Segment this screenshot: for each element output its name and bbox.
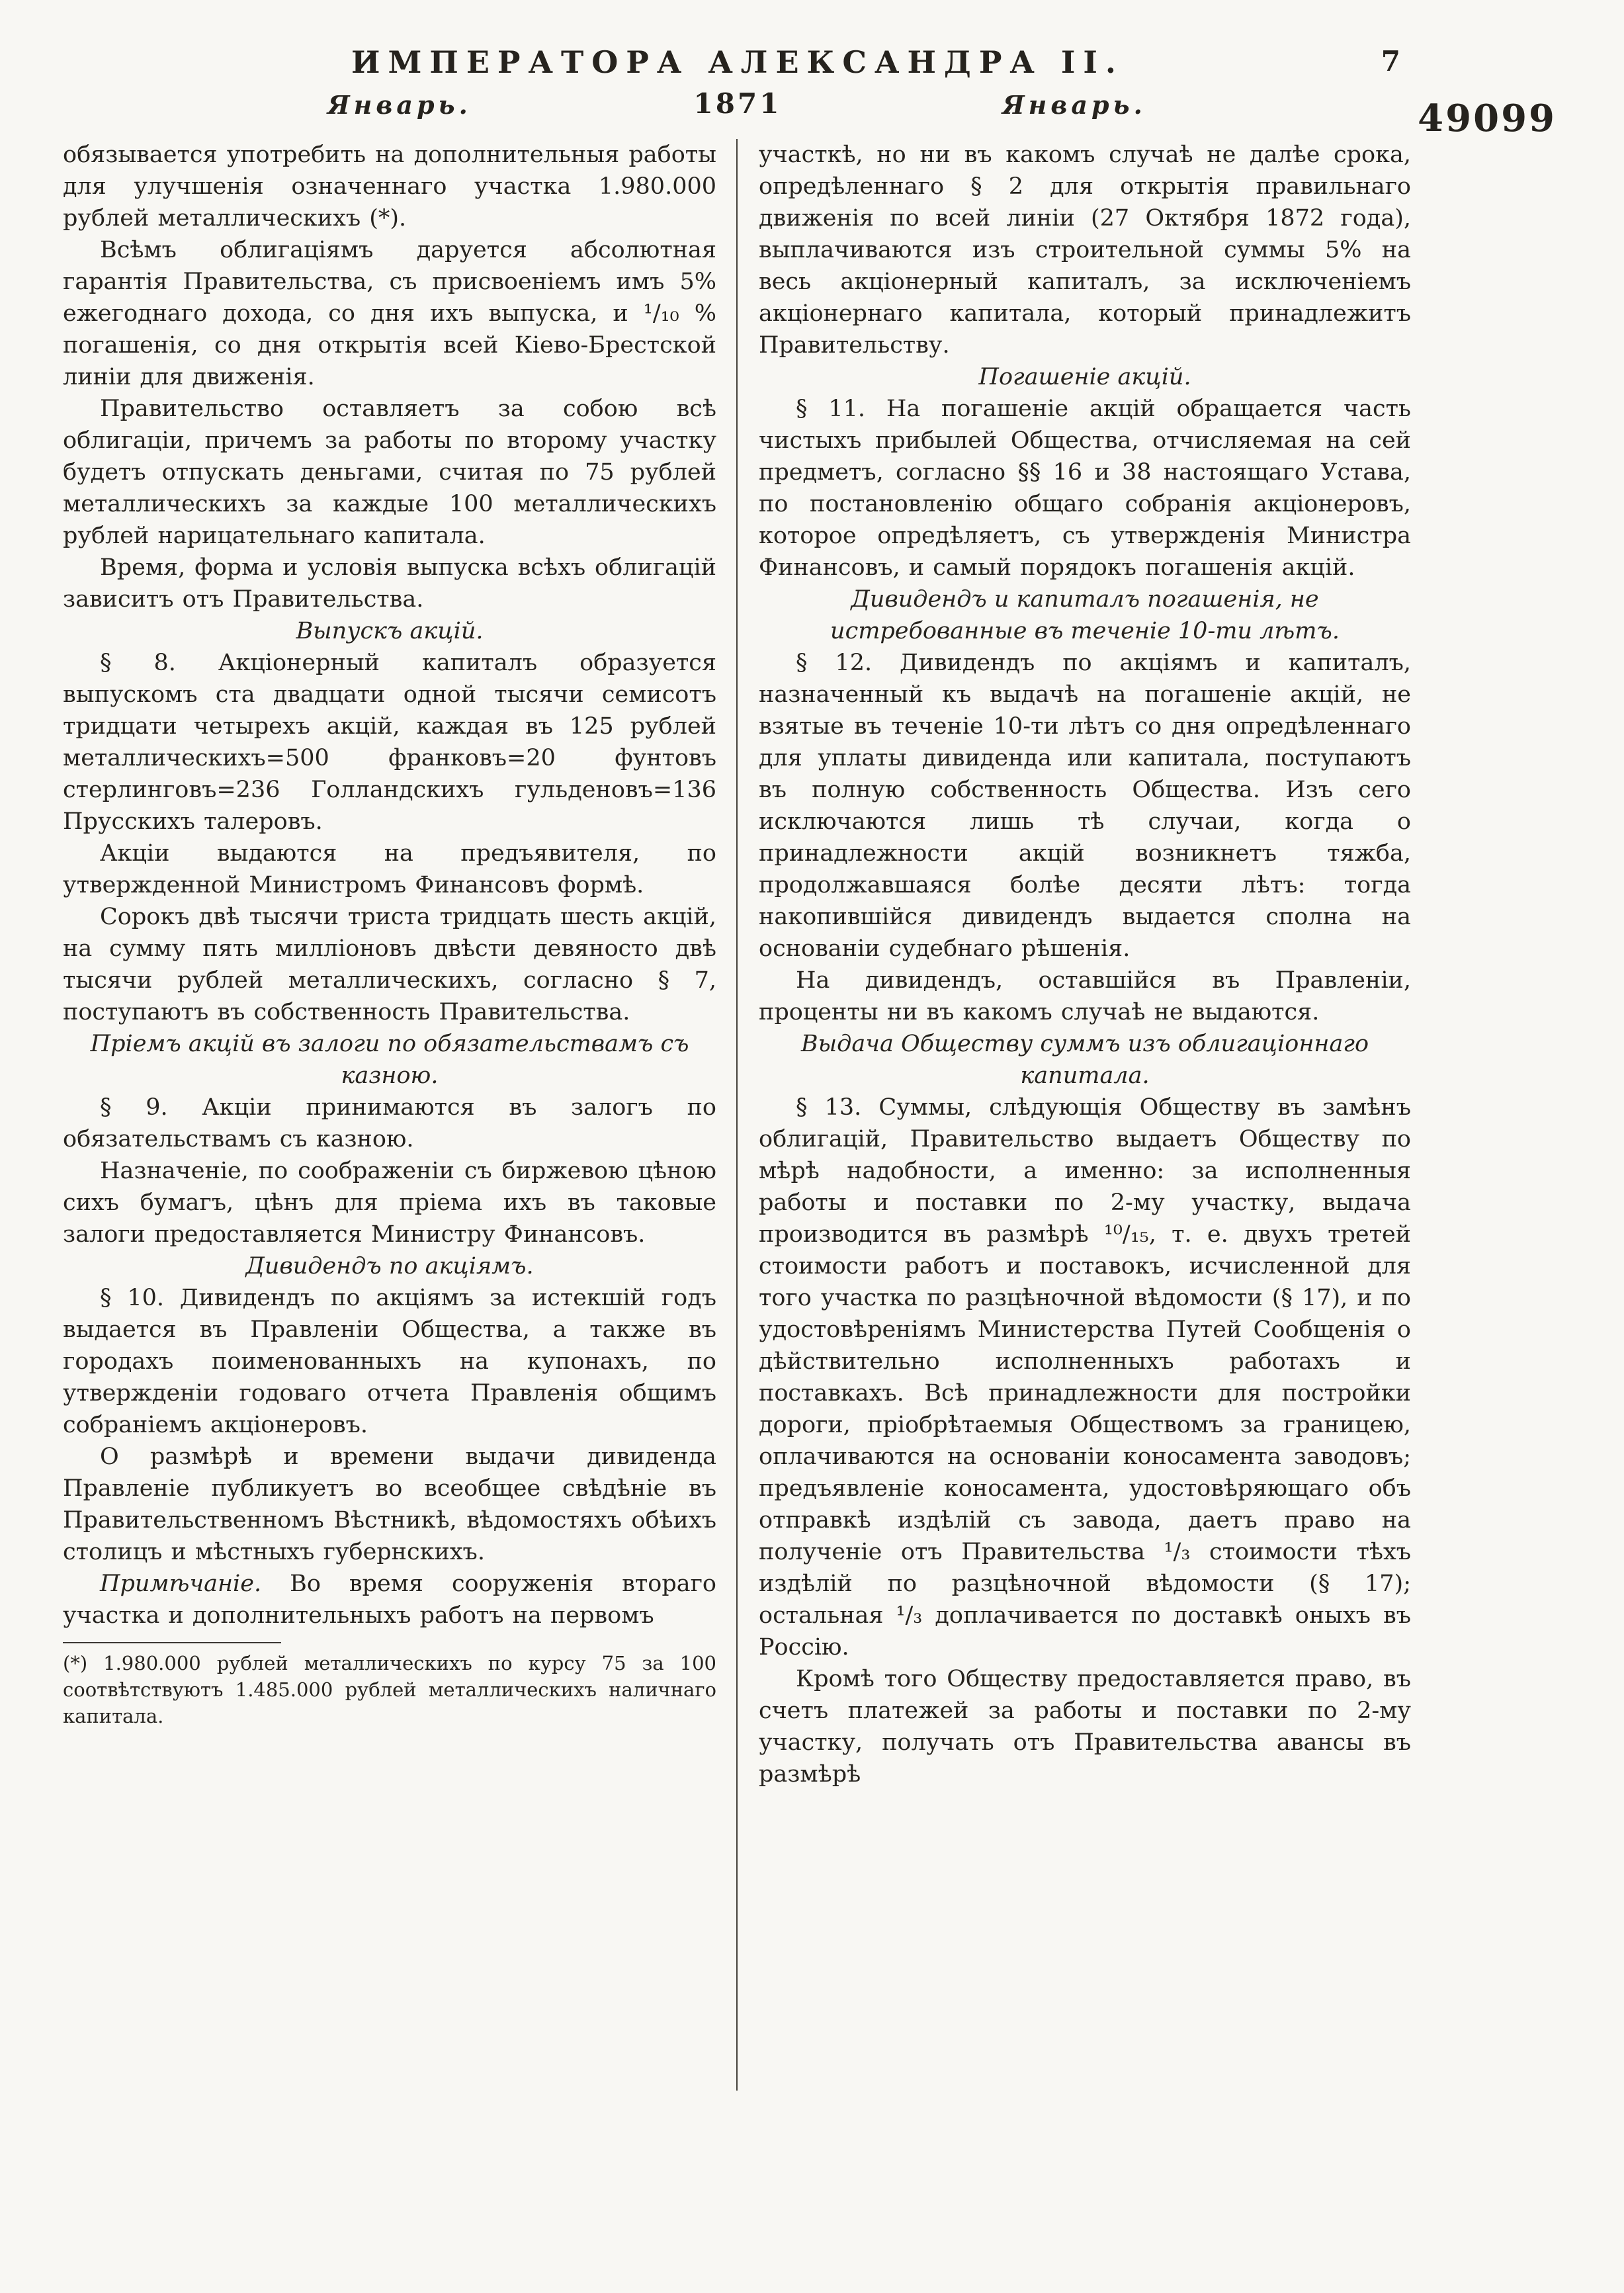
note-text: Во время сооруженія втораго участка и дополнительныхъ работъ на первомъ: [63, 1571, 716, 1629]
page-title: ИМПЕРАТОРА АЛЕКСАНДРА II.: [351, 44, 1124, 80]
paragraph: О размѣрѣ и времени выдачи дивиденда Правленіе публикуетъ во всеобщее свѣдѣніе въ Правительственномъ Вѣстникѣ, вѣдомостяхъ обѣихъ столицъ и мѣстныхъ губернскихъ.: [63, 1444, 716, 1565]
footnote-text: (*) 1.980.000 рублей металлическихъ по курсу 75 за 100 соотвѣтствуютъ 1.485.000 рублей металлическихъ наличнаго капитала.: [63, 1652, 716, 1727]
paragraph: § 12. Дивидендъ по акціямъ и капиталъ, назначенный къ выдачѣ на погашеніе акцій, не взятые въ теченіе 10-ти лѣтъ со дня опредѣленнаго для уплаты дивиденда или капитала, поступаютъ въ полную собственность Общества. Изъ сего исключаются лишь тѣ случаи, когда о принадлежности акцій возникнетъ тяжба, продолжавшаяся болѣе десяти лѣтъ: тогда накопившійся дивидендъ выдается сполна на основаніи судебнаго рѣшенія.: [759, 650, 1411, 962]
paragraph: На дивидендъ, оставшійся въ Правленіи, проценты ни въ какомъ случаѣ не выдаются.: [759, 967, 1411, 1025]
section-heading: Погашеніе акцій.: [978, 364, 1191, 390]
section-heading: Пріемъ акцій въ залоги по обязательствамъ съ казною.: [90, 1031, 689, 1089]
text-columns: [63, 139, 1412, 2091]
date-row: [63, 86, 1412, 130]
paragraph: Назначеніе, по соображеніи съ биржевою цѣною сихъ бумагъ, цѣнъ для пріема ихъ въ таковые залоги предоставляется Министру Финансовъ.: [63, 1158, 716, 1248]
footnote-rule: [63, 1642, 281, 1643]
section-heading: Выпускъ акцій.: [296, 618, 484, 644]
paragraph-note: [63, 1568, 716, 1631]
paragraph: § 8. Акціонерный капиталъ образуется выпускомъ ста двадцати одной тысячи семисотъ тридцати четырехъ акцій, каждая въ 125 рублей металлическихъ=500 франковъ=20 фунтовъ стерлинговъ=236 Голландскихъ гульденовъ=136 Прусскихъ талеровъ.: [63, 650, 716, 835]
paragraph: участкѣ, но ни въ какомъ случаѣ не далѣе срока, опредѣленнаго § 2 для открытія правильнаго движенія по всей линіи (27 Октября 1872 года), выплачиваются изъ строительной суммы 5% на весь акціонерный капиталъ, за исключеніемъ акціонернаго капитала, который принадлежитъ Правительству.: [759, 142, 1411, 359]
paragraph: § 10. Дивидендъ по акціямъ за истекшій годъ выдается въ Правленіи Общества, а также въ городахъ поименованныхъ на купонахъ, по утвержденіи годоваго отчета Правленія общимъ собраніемъ акціонеровъ.: [63, 1285, 716, 1438]
left-column: [63, 139, 736, 2091]
paragraph: § 9. Акціи принимаются въ залогъ по обязательствамъ съ казною.: [63, 1094, 716, 1152]
paragraph: § 11. На погашеніе акцій обращается часть чистыхъ прибылей Общества, отчисляемая на сей предметъ, согласно §§ 16 и 38 настоящаго Устава, по постановленію общаго собранія акціонеровъ, которое опредѣляетъ, съ утвержденія Министра Финансовъ, и самый порядокъ погашенія акцій.: [759, 396, 1411, 581]
section-heading: Дивидендъ и капиталъ погашенія, не истребованные въ теченіе 10-ти лѣтъ.: [830, 586, 1340, 644]
paragraph: Время, форма и условія выпуска всѣхъ облигацій зависитъ отъ Правительства.: [63, 554, 716, 613]
paragraph: Кромѣ того Обществу предоставляется право, въ счетъ платежей за работы и поставки по 2-му участку, получать отъ Правительства авансы въ размѣрѣ: [759, 1666, 1411, 1788]
title-row: [63, 44, 1412, 85]
page-number: 7: [1381, 45, 1400, 77]
right-column: [738, 139, 1411, 2091]
section-heading: Дивидендъ по акціямъ.: [245, 1253, 534, 1279]
month-label-right: Январь.: [1002, 90, 1146, 120]
year-label: 1871: [693, 87, 782, 120]
month-label-left: Январь.: [327, 90, 472, 120]
act-number: 49099: [1418, 97, 1557, 140]
paragraph: Всѣмъ облигаціямъ даруется абсолютная гарантія Правительства, съ присвоеніемъ имъ 5% ежегоднаго дохода, со дня ихъ выпуска, и ¹/₁₀ % погашенія, со дня открытія всей Кіево-Брестской линіи для движенія.: [63, 237, 716, 390]
paragraph: § 13. Суммы, слѣдующія Обществу въ замѣнъ облигацій, Правительство выдаетъ Обществу по мѣрѣ надобности, а именно: за исполненныя работы и поставки по 2-му участку, выдача производится въ размѣрѣ ¹⁰/₁₅, т. е. двухъ третей стоимости работъ и поставокъ, исчисленной для того участка по разцѣночной вѣдомости (§ 17), и по удостовѣреніямъ Министерства Путей Сообщенія о дѣйствительно исполненныхъ работахъ и поставкахъ. Всѣ принадлежности для постройки дороги, пріобрѣтаемыя Обществомъ за границею, оплачиваются на основаніи коносамента заводовъ; предъявленіе коносамента, удостовѣряющаго объ отправкѣ издѣлій съ завода, даетъ право на полученіе отъ Правительства ¹/₃ стоимости тѣхъ издѣлій по разцѣночной вѣдомости (§ 17); остальная ¹/₃ доплачивается по доставкѣ оныхъ въ Россію.: [759, 1094, 1411, 1661]
paragraph: Правительство оставляетъ за собою всѣ облигаціи, причемъ за работы по второму участку будетъ отпускать деньгами, считая по 75 рублей металлическихъ за каждые 100 металлическихъ рублей нарицательнаго капитала.: [63, 396, 716, 549]
page-header: [63, 44, 1412, 130]
footnote: [63, 1642, 716, 1729]
section-heading: Выдача Обществу суммъ изъ облигаціоннаго капитала.: [800, 1031, 1369, 1089]
paragraph: Сорокъ двѣ тысячи триста тридцать шесть акцій, на сумму пять милліоновъ двѣсти девяносто двѣ тысячи рублей металлическихъ, согласно § 7, поступаютъ въ собственность Правительства.: [63, 904, 716, 1025]
note-lead: Примѣчаніе.: [100, 1571, 262, 1597]
paragraph: Акціи выдаются на предъявителя, по утвержденной Министромъ Финансовъ формѣ.: [63, 840, 716, 898]
paragraph: обязывается употребить на дополнительныя работы для улучшенія означеннаго участка 1.980.000 рублей металлическихъ (*).: [63, 142, 716, 232]
